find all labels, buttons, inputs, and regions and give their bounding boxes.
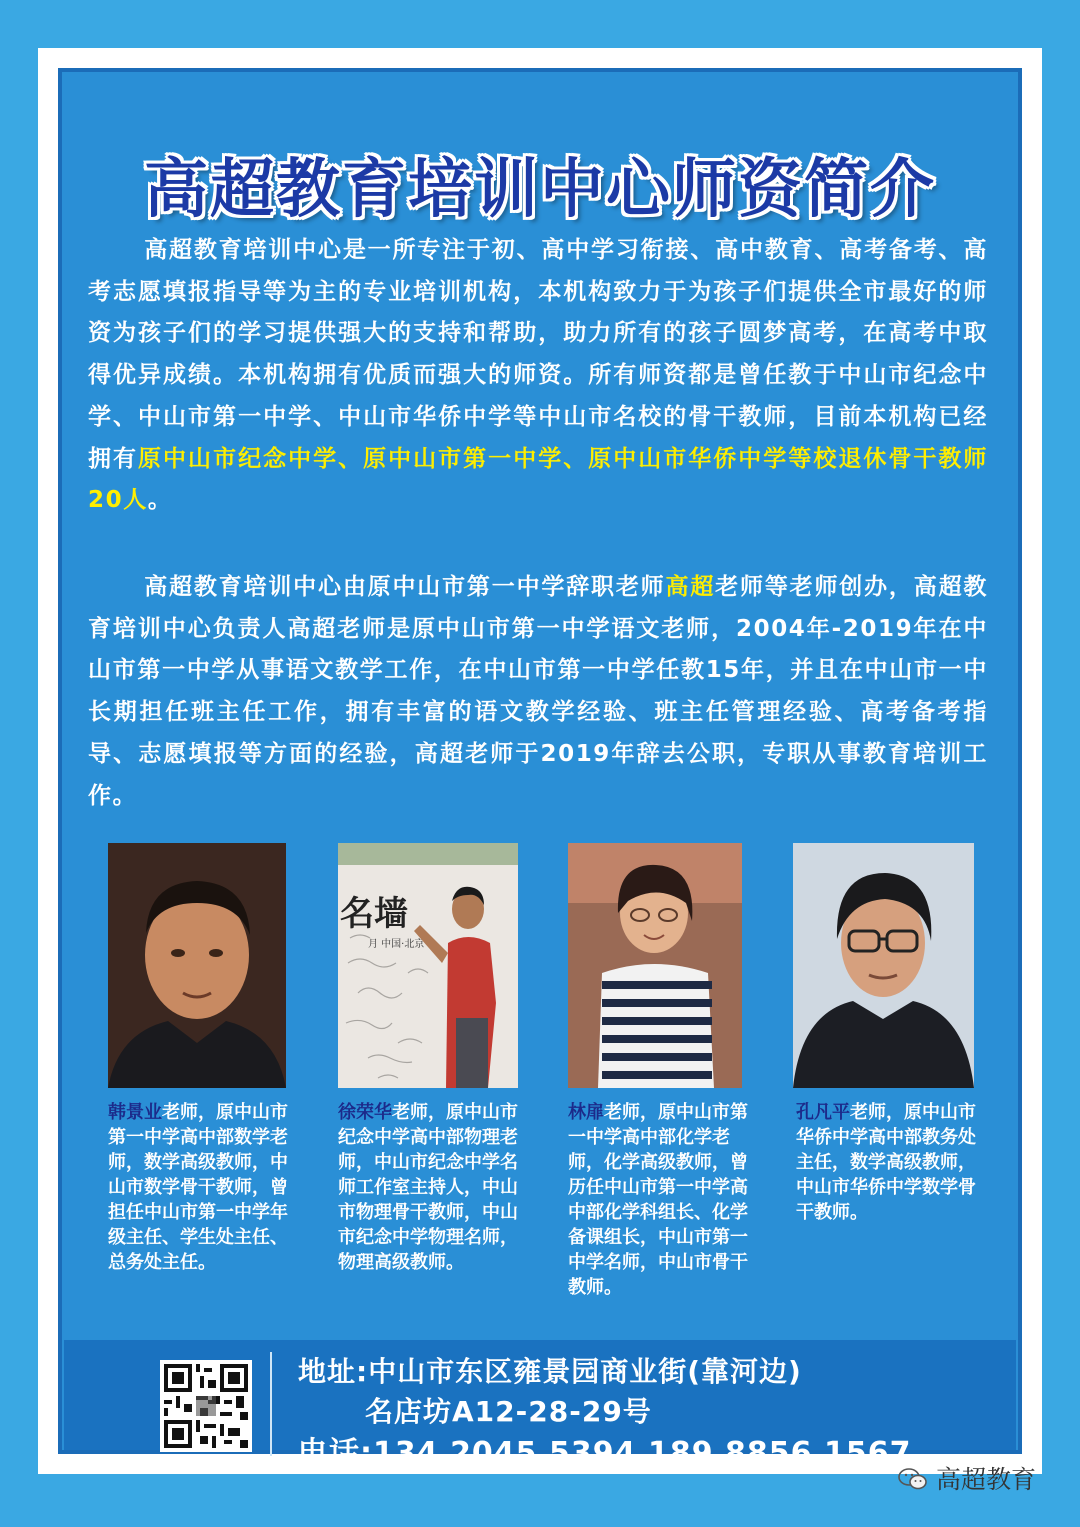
teacher-name: 韩景业 (108, 1102, 162, 1123)
teacher-name: 孔凡平 (796, 1102, 850, 1123)
teacher-name: 林扉 (568, 1102, 604, 1123)
qr-code-icon[interactable] (160, 1360, 252, 1452)
teacher-photo-4 (793, 843, 974, 1088)
org-name: 高超教育培训中心 (144, 574, 343, 600)
footer-divider (270, 1352, 272, 1456)
address-line-2: 名店坊A12-28-29号 (365, 1395, 652, 1428)
teacher-photo-1 (108, 843, 286, 1088)
teacher-bio-4: 孔凡平老师，原中山市华侨中学高中部教务处主任，数学高级教师，中山市华侨中学数学骨干教师。 (796, 1102, 976, 1223)
teacher-name: 徐荣华 (338, 1102, 392, 1123)
watermark-text: 高超教育 (936, 1465, 1037, 1494)
teacher-bio-3: 林扉老师，原中山市第一中学高中部化学老师，化学高级教师，曾历任中山市第一中学高中部化学科组长、化学备课组长，中山市第一中学名师，中山市骨干教师。 (568, 1102, 748, 1298)
intro-paragraph-1: 高超教育培训中心是一所专注于初、高中学习衔接、高中教育、高考备考、高考志愿填报指导等为主的专业培训机构，本机构致力于为孩子们提供全市最好的师资为孩子们的学习提供强大的支持和帮助，助力所有的孩子圆梦高考，在高考中取得优异成绩。本机构拥有优质而强大的师资。所有师资都是曾任教于中山市纪念中学、中山市第一中学、中山市华侨中学等中山市名校的骨干教师，目前本机构已经拥有原中山市纪念中学、原中山市第一中学、原中山市华侨中学等校退休骨干教师20人。 (88, 237, 988, 514)
highlight-text: 原中山市纪念中学、原中山市第一中学、原中山市华侨中学等校退休骨干教师20人 (88, 445, 988, 514)
wechat-icon (898, 1467, 928, 1491)
phone-numbers[interactable]: 电话:134 2045 5394 189 8856 1567 (298, 1436, 912, 1471)
teacher-bio-2: 徐荣华老师，原中山市纪念中学高中部物理老师，中山市纪念中学名师工作室主持人，中山市物理骨干教师，中山市纪念中学物理名师，物理高级教师。 (338, 1102, 518, 1273)
wall-text: 名墙 (340, 894, 408, 934)
founder-name: 高超 (665, 574, 716, 600)
address-line-1: 地址:中山市东区雍景园商业街(靠河边) (298, 1355, 802, 1388)
page-title: 高超教育培训中心师资简介 (144, 153, 936, 227)
intro-paragraph-2: 高超教育培训中心由原中山市第一中学辞职老师高超老师等老师创办，高超教育培训中心负责人高超老师是原中山市第一中学语文老师，2004年-2019年在中山市第一中学从事语文教学工作，在中山市第一中学任教15年，并且在中山市一中长期担任班主任工作，拥有丰富的语文教学经验、班主任管理经验、高考备考指导、志愿填报等方面的经验，高超老师于2019年辞去公职，专职从事教育培训工作。 (88, 574, 988, 809)
teacher-bio-1: 韩景业老师，原中山市第一中学高中部数学老师，数学高级教师，中山市数学骨干教师，曾担任中山市第一中学年级主任、学生处主任、总务处主任。 (108, 1102, 288, 1273)
account-watermark (898, 1460, 1036, 1496)
org-name: 高超教育培训中心 (144, 237, 343, 263)
wall-caption: 月 中国·北京 (368, 939, 425, 950)
teacher-photo-3 (568, 843, 742, 1088)
teacher-photo-2 (338, 843, 518, 1088)
